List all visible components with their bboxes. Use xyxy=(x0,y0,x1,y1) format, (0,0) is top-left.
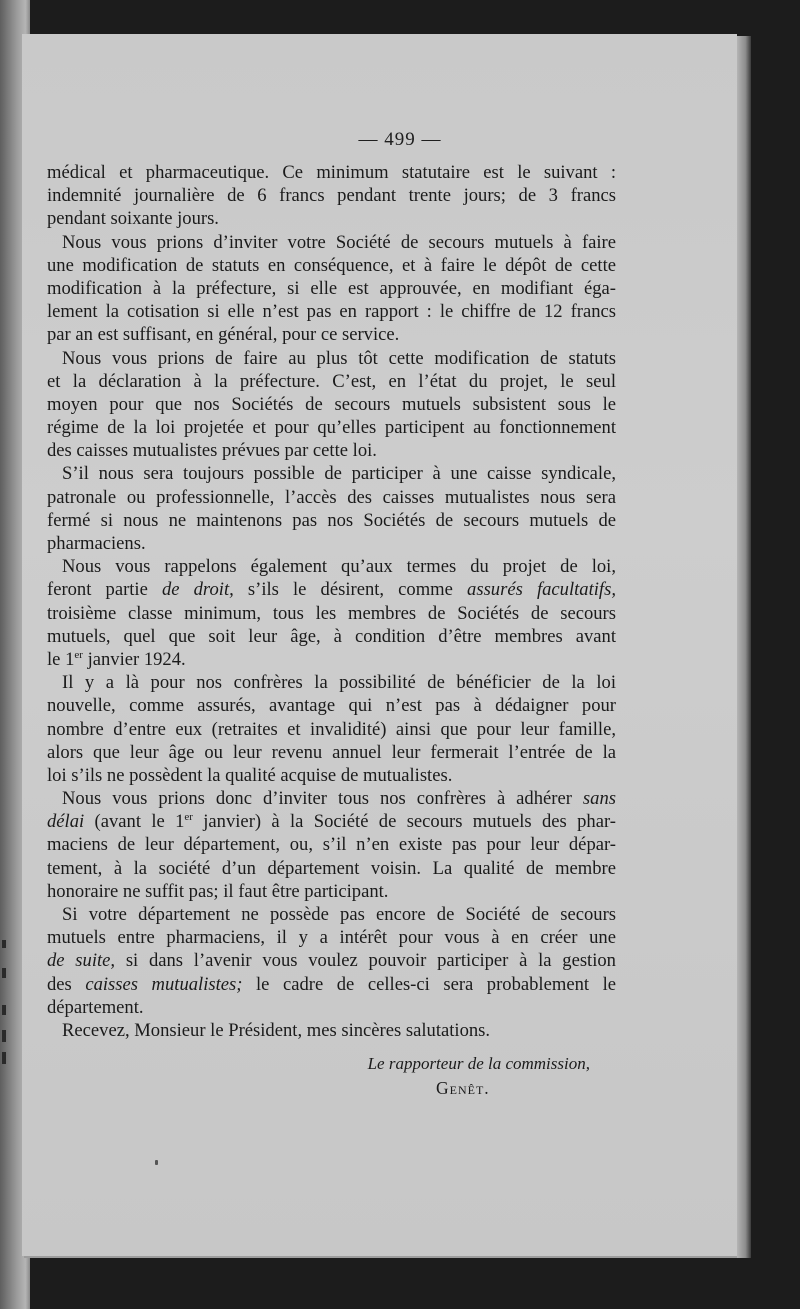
text-line: honoraire ne suffit pas; il faut être participant. xyxy=(47,880,389,902)
text-line xyxy=(47,578,616,601)
signature-block xyxy=(340,1052,590,1100)
superscript: er xyxy=(74,648,83,661)
text-line: tement, à la société d’un département voisin. La qualité de membre xyxy=(47,857,616,879)
text-line xyxy=(47,949,616,972)
text-line xyxy=(47,810,616,833)
text-line: des caisses mutualistes prévues par cette loi. xyxy=(47,440,377,462)
text-line: nouvelle, comme assurés, avantage qui n’est pas à dédaigner pour xyxy=(47,695,616,717)
emphasis-text: caisses mutualistes; xyxy=(85,973,243,995)
text-line: par an est suffisant, en général, pour ce service. xyxy=(47,324,400,346)
text-line: département. xyxy=(47,996,144,1018)
text-line: fermé si nous ne maintenons pas nos Sociétés de secours mutuels de xyxy=(47,509,616,531)
emphasis-text: délai xyxy=(47,811,85,833)
emphasis-text: sans xyxy=(582,788,616,810)
text-span: feront partie xyxy=(47,579,148,601)
text-line: troisième classe minimum, tous les membres de Sociétés de secours xyxy=(47,602,616,624)
facing-page-mark xyxy=(2,1052,6,1064)
text-span: Nous vous prions donc d’inviter tous nos confrères à adhérer xyxy=(62,788,572,810)
text-line xyxy=(47,787,616,810)
text-line: alors que leur âge ou leur revenu annuel leur fermerait l’entrée de la xyxy=(47,741,616,763)
text-span: si dans l’avenir vous voulez pouvoir participer à la gestion xyxy=(125,950,616,972)
text-line: S’il nous sera toujours possible de participer à une caisse syndicale, xyxy=(62,463,616,485)
text-line: Nous vous prions d’inviter votre Société de secours mutuels à faire xyxy=(62,231,616,253)
text-line: modification à la préfecture, si elle est approuvée, en modifiant éga- xyxy=(47,277,616,299)
text-line: nombre d’entre eux (retraites et invalidité) ainsi que pour leur famille, xyxy=(47,718,616,740)
page-stack-edge xyxy=(737,36,751,1258)
text-line: Il y a là pour nos confrères la possibilité de bénéficier de la loi xyxy=(62,672,616,694)
superscript: er xyxy=(184,811,193,824)
facing-page-mark xyxy=(2,1030,6,1042)
signature-role: Le rapporteur de la commission, xyxy=(367,1054,590,1073)
text-line: et la déclaration à la préfecture. C’est, en l’état du projet, le seul xyxy=(47,370,616,392)
text-line: indemnité journalière de 6 francs pendant trente jours; de 3 francs xyxy=(47,185,616,207)
text-line: lement la cotisation si elle n’est pas en rapport : le chiffre de 12 francs xyxy=(47,301,616,323)
text-span: le 1 xyxy=(47,648,75,670)
text-line: mutuels, quel que soit leur âge, à condition d’être membres avant xyxy=(47,625,616,647)
letter-body xyxy=(47,161,616,1042)
text-span: (avant le 1 xyxy=(94,811,185,833)
emphasis-text: de suite, xyxy=(47,950,116,972)
text-line: Nous vous rappelons également qu’aux termes du projet de loi, xyxy=(62,556,616,578)
text-line: médical et pharmaceutique. Ce minimum statutaire est le suivant : xyxy=(47,162,616,183)
text-line: maciens de leur département, ou, s’il n’en existe pas pour leur dépar- xyxy=(47,834,616,856)
text-line xyxy=(47,973,616,996)
text-line: Recevez, Monsieur le Président, mes sincères salutations. xyxy=(62,1019,491,1041)
text-line: mutuels entre pharmaciens, il y a intérêt pour vous à en créer une xyxy=(47,927,616,949)
facing-page-mark xyxy=(2,1005,6,1015)
text-line: loi s’ils ne possèdent la qualité acquise de mutualistes. xyxy=(47,764,453,786)
text-line: Nous vous prions de faire au plus tôt cette modification de statuts xyxy=(62,347,616,369)
paper-speck xyxy=(155,1160,158,1165)
page-number: — 499 — xyxy=(358,129,442,150)
text-line: moyen pour que nos Sociétés de secours mutuels subsistent sous le xyxy=(47,393,616,415)
text-span: janvier) à la Société de secours mutuels des phar- xyxy=(192,811,616,833)
text-line: régime de la loi projetée et pour qu’elles participent au fonctionnement xyxy=(47,417,616,439)
text-line: pendant soixante jours. xyxy=(47,208,219,230)
text-line: patronale ou professionnelle, l’accès des caisses mutualistes nous sera xyxy=(47,486,616,508)
emphasis-text: de droit, xyxy=(161,579,234,601)
emphasis-text: assurés facultatifs, xyxy=(467,579,616,601)
facing-page-mark xyxy=(2,940,6,948)
text-line xyxy=(47,648,616,671)
text-line: Si votre département ne possède pas encore de Société de secours xyxy=(62,904,616,925)
facing-page-mark xyxy=(2,968,6,978)
text-span: s’ils le désirent, comme xyxy=(247,579,453,601)
text-span: janvier 1924. xyxy=(82,648,186,670)
text-span: le cadre de celles-ci sera probablement le xyxy=(256,973,616,995)
text-span: des xyxy=(47,973,72,995)
signature-name: Genêt. xyxy=(436,1078,490,1098)
text-line: une modification de statuts en conséquence, et à faire le dépôt de cette xyxy=(47,254,616,276)
text-line: pharmaciens. xyxy=(47,533,146,554)
